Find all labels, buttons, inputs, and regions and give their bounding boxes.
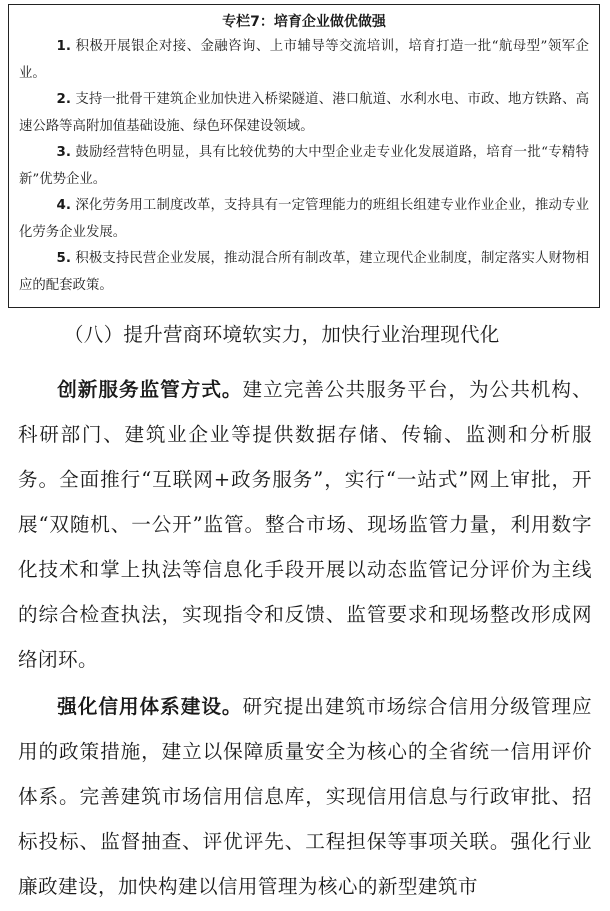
item-text: 深化劳务用工制度改革，支持具有一定管理能力的班组长组建专业作业企业，推动专业化劳务企业发展。 [19, 198, 589, 240]
box-item [19, 87, 589, 140]
item-text: 支持一批骨干建筑企业加快进入桥梁隧道、港口航道、水利水电、市政、地方铁路、高速公路等高附加值基础设施、绿色环保建设领域。 [19, 92, 589, 134]
paragraph-text: 研究提出建筑市场综合信用分级管理应用的政策措施，建立以保障质量安全为核心的全省统一信用评价体系。完善建筑市场信用信息库，实现信用信息与行政审批、招标投标、监督抽查、评优评先、工程担保等事项关联。强化行业廉政建设，加快构建以信用管理为核心的新型建筑市 [18, 695, 592, 898]
box-item [19, 34, 589, 87]
item-number: 4. [56, 198, 71, 213]
item-text: 积极支持民营企业发展，推动混合所有制改革，建立现代企业制度，制定落实人财物相应的配套政策。 [19, 251, 589, 293]
paragraph-text: 建立完善公共服务平台，为公共机构、科研部门、建筑业企业等提供数据存储、传输、监测和分析服务。全面推行“互联网+政务服务”，实行“一站式”网上审批，开展“双随机、一公开”监管。整合市场、现场监管力量，利用数字化技术和掌上执法等信息化手段开展以动态监管记分评价为主线的综合检查执法，实现指令和反馈、监管要求和现场整改形成网络闭环。 [18, 378, 592, 671]
section-heading: （八）提升营商环境软实力，加快行业治理现代化 [64, 323, 500, 346]
item-number: 3. [56, 145, 71, 160]
item-text: 积极开展银企对接、金融咨询、上市辅导等交流培训，培育打造一批“航母型”领军企业。 [19, 39, 589, 81]
body-text [18, 367, 592, 911]
feature-box [8, 4, 600, 308]
item-number: 5. [56, 251, 71, 266]
box-title: 专栏7：培育企业做优做强 [222, 14, 386, 30]
box-item [19, 246, 589, 299]
paragraph-lead: 创新服务监管方式。 [57, 378, 243, 401]
item-number: 1. [56, 39, 71, 54]
paragraph [18, 367, 592, 682]
paragraph-lead: 强化信用体系建设。 [57, 695, 243, 718]
item-text: 鼓励经营特色明显，具有比较优势的大中型企业走专业化发展道路，培育一批“专精特新”优势企业。 [19, 145, 589, 187]
paragraph [18, 684, 592, 909]
box-item [19, 193, 589, 246]
item-number: 2. [56, 92, 71, 107]
box-item [19, 140, 589, 193]
